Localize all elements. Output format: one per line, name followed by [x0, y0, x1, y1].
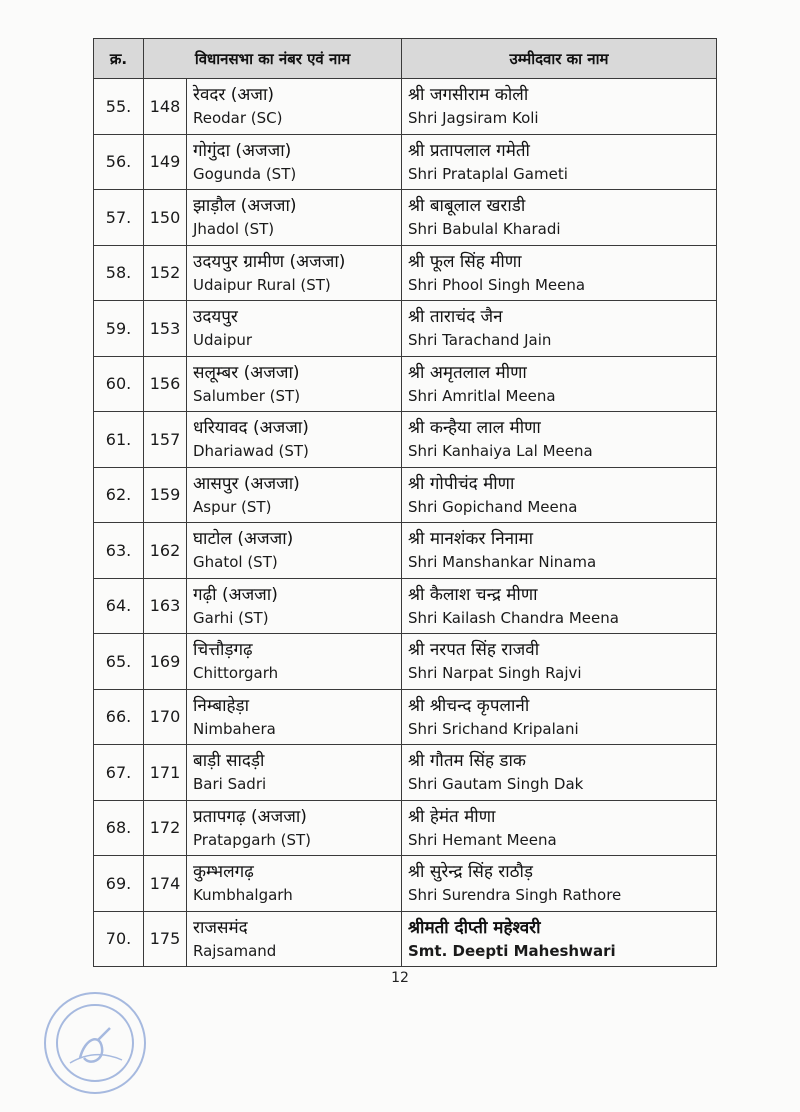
candidate-name-english: Shri Gautam Singh Dak: [408, 775, 584, 794]
candidate-name-hindi: श्री प्रतापलाल गमेती: [408, 140, 530, 161]
constituency-name-hindi: झाड़ौल (अजजा): [193, 196, 297, 217]
candidate-name-cell: [402, 689, 717, 745]
constituency-name-cell: [187, 856, 402, 912]
constituency-name-cell: [187, 356, 402, 412]
constituency-name-hindi: सलूम्बर (अजजा): [193, 362, 300, 383]
constituency-name-english: Gogunda (ST): [193, 164, 297, 183]
constituency-number-cell: 171: [144, 745, 187, 801]
constituency-name-english: Dhariawad (ST): [193, 442, 309, 461]
constituency-name-hindi: निम्बाहेड़ा: [193, 695, 249, 716]
serial-cell: 61.: [94, 412, 144, 468]
constituency-name-cell: [187, 245, 402, 301]
constituency-name-english: Garhi (ST): [193, 608, 269, 627]
serial-cell: 64.: [94, 578, 144, 634]
constituency-number-cell: 174: [144, 856, 187, 912]
table-row: [94, 634, 717, 690]
candidate-name-cell: [402, 412, 717, 468]
constituency-name-english: Rajsamand: [193, 941, 277, 960]
candidate-name-cell: [402, 634, 717, 690]
candidate-name-hindi: श्री गोपीचंद मीणा: [408, 473, 515, 494]
candidate-name-english: Shri Tarachand Jain: [408, 331, 552, 350]
header-constituency: विधानसभा का नंबर एवं नाम: [144, 39, 402, 79]
serial-cell: 60.: [94, 356, 144, 412]
constituency-name-cell: [187, 79, 402, 135]
constituency-name-hindi: आसपुर (अजजा): [193, 473, 300, 494]
candidate-name-cell: [402, 245, 717, 301]
table-row: [94, 523, 717, 579]
serial-cell: 65.: [94, 634, 144, 690]
constituency-name-english: Bari Sadri: [193, 775, 267, 794]
constituency-name-hindi: गोगुंदा (अजजा): [193, 140, 292, 161]
constituency-name-english: Udaipur Rural (ST): [193, 275, 331, 294]
candidate-name-english: Shri Manshankar Ninama: [408, 553, 597, 572]
table-row: [94, 356, 717, 412]
constituency-name-cell: [187, 190, 402, 246]
constituency-name-hindi: धरियावद (अजजा): [193, 418, 309, 439]
candidate-name-cell: [402, 800, 717, 856]
serial-cell: 58.: [94, 245, 144, 301]
candidate-name-cell: [402, 134, 717, 190]
serial-cell: 63.: [94, 523, 144, 579]
party-seal-stamp: [40, 988, 150, 1098]
serial-cell: 62.: [94, 467, 144, 523]
table-row: [94, 467, 717, 523]
candidate-name-hindi: श्री जगसीराम कोली: [408, 85, 529, 106]
table-row: [94, 79, 717, 135]
constituency-name-hindi: उदयपुर: [193, 307, 238, 328]
serial-cell: 56.: [94, 134, 144, 190]
constituency-number-cell: 157: [144, 412, 187, 468]
candidate-name-hindi: श्री हेमंत मीणा: [408, 806, 496, 827]
constituency-name-hindi: उदयपुर ग्रामीण (अजजा): [193, 251, 346, 272]
table-header-row: [94, 39, 717, 79]
constituency-name-english: Kumbhalgarh: [193, 886, 293, 905]
table-row: [94, 245, 717, 301]
constituency-name-cell: [187, 578, 402, 634]
constituency-number-cell: 152: [144, 245, 187, 301]
serial-cell: 69.: [94, 856, 144, 912]
candidate-name-cell: [402, 745, 717, 801]
constituency-number-cell: 170: [144, 689, 187, 745]
candidate-name-english: Shri Jagsiram Koli: [408, 109, 539, 128]
table-row: [94, 412, 717, 468]
candidate-name-english: Shri Amritlal Meena: [408, 386, 556, 405]
candidate-name-hindi: श्री कैलाश चन्द्र मीणा: [408, 584, 538, 605]
constituency-name-hindi: गढ़ी (अजजा): [193, 584, 278, 605]
constituency-name-cell: [187, 523, 402, 579]
header-candidate: उम्मीदवार का नाम: [402, 39, 717, 79]
constituency-name-english: Nimbahera: [193, 719, 276, 738]
constituency-number-cell: 156: [144, 356, 187, 412]
candidate-name-cell: [402, 190, 717, 246]
table-row: [94, 745, 717, 801]
candidate-name-english: Shri Surendra Singh Rathore: [408, 886, 622, 905]
constituency-name-cell: [187, 689, 402, 745]
candidate-name-english: Shri Narpat Singh Rajvi: [408, 664, 582, 683]
candidate-name-cell: [402, 911, 717, 967]
candidate-name-english: Shri Srichand Kripalani: [408, 719, 579, 738]
constituency-name-cell: [187, 911, 402, 967]
constituency-name-english: Jhadol (ST): [193, 220, 275, 239]
candidate-name-cell: [402, 301, 717, 357]
constituency-name-cell: [187, 412, 402, 468]
constituency-name-hindi: चित्तौड़गढ़: [193, 640, 253, 661]
constituency-name-english: Aspur (ST): [193, 497, 272, 516]
candidate-name-cell: [402, 578, 717, 634]
table-row: [94, 578, 717, 634]
candidate-name-hindi: श्रीमती दीप्ती महेश्वरी: [408, 917, 541, 938]
constituency-name-english: Udaipur: [193, 331, 253, 350]
serial-cell: 70.: [94, 911, 144, 967]
constituency-number-cell: 172: [144, 800, 187, 856]
candidate-name-cell: [402, 856, 717, 912]
candidate-name-hindi: श्री कन्हैया लाल मीणा: [408, 418, 541, 439]
candidate-name-hindi: श्री गौतम सिंह डाक: [408, 751, 526, 772]
serial-cell: 59.: [94, 301, 144, 357]
constituency-number-cell: 175: [144, 911, 187, 967]
table-body: [94, 79, 717, 967]
constituency-name-english: Chittorgarh: [193, 664, 279, 683]
candidate-name-cell: [402, 523, 717, 579]
candidate-name-english: Shri Prataplal Gameti: [408, 164, 568, 183]
candidate-name-english: Shri Kailash Chandra Meena: [408, 608, 619, 627]
header-serial: क्र.: [94, 39, 144, 79]
constituency-number-cell: 150: [144, 190, 187, 246]
constituency-name-english: Reodar (SC): [193, 109, 283, 128]
constituency-number-cell: 159: [144, 467, 187, 523]
candidate-name-hindi: श्री बाबूलाल खराडी: [408, 196, 526, 217]
table-row: [94, 856, 717, 912]
table-row: [94, 134, 717, 190]
candidate-name-hindi: श्री नरपत सिंह राजवी: [408, 640, 540, 661]
candidate-name-english: Smt. Deepti Maheshwari: [408, 941, 616, 960]
table-row: [94, 301, 717, 357]
constituency-name-cell: [187, 634, 402, 690]
constituency-name-hindi: बाड़ी सादड़ी: [193, 751, 265, 772]
serial-cell: 68.: [94, 800, 144, 856]
candidate-name-cell: [402, 467, 717, 523]
constituency-name-english: Pratapgarh (ST): [193, 830, 312, 849]
constituency-name-hindi: राजसमंद: [193, 917, 248, 938]
constituency-name-cell: [187, 134, 402, 190]
candidate-list-table: [93, 38, 717, 967]
candidate-name-hindi: श्री श्रीचन्द कृपलानी: [408, 695, 530, 716]
serial-cell: 66.: [94, 689, 144, 745]
candidate-name-cell: [402, 356, 717, 412]
table-row: [94, 800, 717, 856]
candidate-name-cell: [402, 79, 717, 135]
candidate-name-hindi: श्री फूल सिंह मीणा: [408, 251, 522, 272]
constituency-name-hindi: रेवदर (अजा): [193, 85, 275, 106]
serial-cell: 67.: [94, 745, 144, 801]
candidate-name-english: Shri Hemant Meena: [408, 830, 557, 849]
candidate-name-english: Shri Babulal Kharadi: [408, 220, 561, 239]
candidate-name-english: Shri Kanhaiya Lal Meena: [408, 442, 593, 461]
constituency-number-cell: 163: [144, 578, 187, 634]
constituency-number-cell: 162: [144, 523, 187, 579]
constituency-number-cell: 148: [144, 79, 187, 135]
constituency-name-cell: [187, 467, 402, 523]
constituency-name-hindi: प्रतापगढ़ (अजजा): [193, 806, 307, 827]
candidate-name-hindi: श्री मानशंकर निनामा: [408, 529, 534, 550]
constituency-name-cell: [187, 800, 402, 856]
candidate-name-hindi: श्री अमृतलाल मीणा: [408, 362, 527, 383]
constituency-name-english: Salumber (ST): [193, 386, 301, 405]
table-row: [94, 911, 717, 967]
table-row: [94, 190, 717, 246]
constituency-number-cell: 169: [144, 634, 187, 690]
constituency-name-cell: [187, 301, 402, 357]
constituency-name-english: Ghatol (ST): [193, 553, 278, 572]
candidate-name-english: Shri Phool Singh Meena: [408, 275, 586, 294]
constituency-name-cell: [187, 745, 402, 801]
constituency-number-cell: 153: [144, 301, 187, 357]
constituency-name-hindi: कुम्भलगढ़: [193, 862, 254, 883]
candidate-name-english: Shri Gopichand Meena: [408, 497, 578, 516]
page-number: 12: [391, 970, 409, 986]
candidate-name-hindi: श्री ताराचंद जैन: [408, 307, 503, 328]
serial-cell: 55.: [94, 79, 144, 135]
constituency-name-hindi: घाटोल (अजजा): [193, 529, 294, 550]
constituency-number-cell: 149: [144, 134, 187, 190]
candidate-name-hindi: श्री सुरेन्द्र सिंह राठौड़: [408, 862, 534, 883]
table-row: [94, 689, 717, 745]
serial-cell: 57.: [94, 190, 144, 246]
